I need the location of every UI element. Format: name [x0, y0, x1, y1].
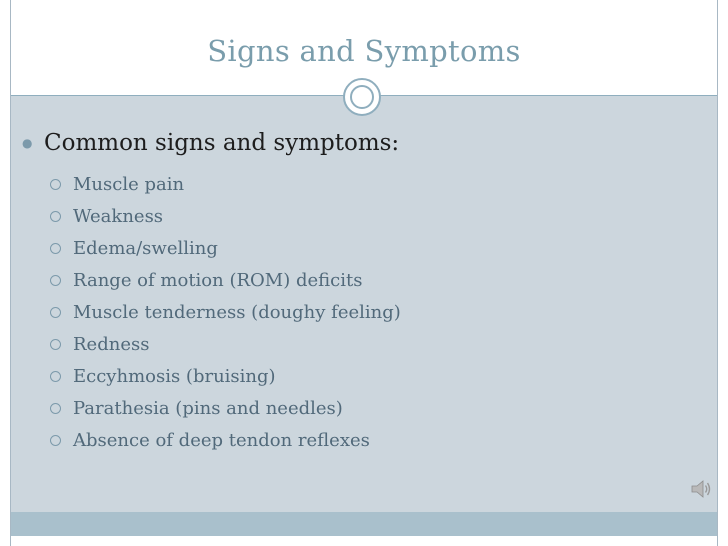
hollow-bullet-icon — [50, 307, 61, 318]
hollow-bullet-icon — [50, 179, 61, 190]
hollow-bullet-icon — [50, 339, 61, 350]
circle-ornament-inner — [350, 85, 374, 109]
list-item — [50, 264, 401, 296]
list-item — [50, 328, 401, 360]
main-bullet-text: Common signs and symptoms: — [44, 130, 400, 156]
list-item — [50, 360, 401, 392]
symptom-list — [50, 168, 401, 456]
list-item-text: Range of motion (ROM) deficits — [73, 269, 363, 291]
footer-band — [11, 512, 717, 536]
list-item-text: Weakness — [73, 205, 164, 227]
list-item-text: Redness — [73, 333, 150, 355]
list-item — [50, 296, 401, 328]
hollow-bullet-icon — [50, 435, 61, 446]
hollow-bullet-icon — [50, 403, 61, 414]
list-item — [50, 392, 401, 424]
list-item-text: Muscle pain — [73, 173, 185, 195]
list-item — [50, 200, 401, 232]
slide-title: Signs and Symptoms — [207, 34, 521, 68]
list-item-text: Parathesia (pins and needles) — [73, 397, 343, 419]
hollow-bullet-icon — [50, 211, 61, 222]
list-item-text: Absence of deep tendon reflexes — [73, 429, 370, 451]
speaker-icon[interactable] — [690, 478, 712, 500]
hollow-bullet-icon — [50, 275, 61, 286]
list-item — [50, 424, 401, 456]
list-item-text: Eccyhmosis (bruising) — [73, 365, 276, 387]
list-item-text: Muscle tenderness (doughy feeling) — [73, 301, 401, 323]
list-item-text: Edema/swelling — [73, 237, 218, 259]
main-bullet-item — [22, 130, 399, 156]
list-item — [50, 168, 401, 200]
hollow-bullet-icon — [50, 371, 61, 382]
hollow-bullet-icon — [50, 243, 61, 254]
filled-bullet-icon: ● — [22, 136, 33, 150]
list-item — [50, 232, 401, 264]
circle-ornament-icon — [343, 78, 381, 116]
